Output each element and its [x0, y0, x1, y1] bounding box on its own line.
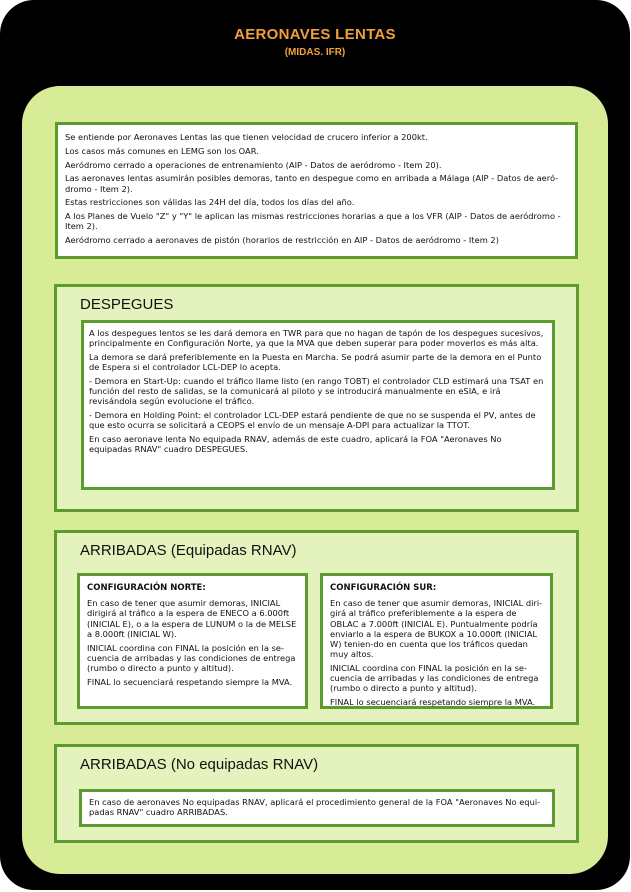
page-subtitle: (MIDAS. IFR)	[284, 47, 346, 58]
config-norte-paragraph: En caso de tener que asumir demoras, INICIAL dirigirá al tráfico a la espera de ENECO a 6.000ft (INICIAL E), o a la espera de LUNUM o la de MELSE a 8.000ft (INICIAL W).	[87, 598, 297, 639]
despegues-paragraph: A los despegues lentos se les dará demora en TWR para que no hagan de tapón de los despegues sucesivos, principalmente en Configuración Norte, ya que la MVA que deben superar para poder moverlos es más alta.	[89, 328, 544, 349]
config-sur-paragraph: INICIAL coordina con FINAL la posición en la se-cuencia de arribadas y las condiciones de entrega (rumbo o directo a punto y altitud).	[330, 663, 539, 694]
despegues-paragraph: La demora se dará preferiblemente en la Puesta en Marcha. Se podrá asumir parte de la demora en el Punto de Espera si el controlador LCL-DEP lo acepta.	[89, 352, 542, 373]
arribadas-no-rnav-title: ARRIBADAS (No equipadas RNAV)	[80, 756, 319, 773]
config-sur-heading: CONFIGURACIÓN SUR:	[330, 583, 437, 593]
config-norte-box	[77, 573, 308, 709]
despegues-paragraph: En caso aeronave lenta No equipada RNAV, además de este cuadro, aplicará la FOA "Aeronaves No equipadas RNAV" cuadro DESPEGUES.	[89, 434, 502, 455]
intro-paragraph: A los Planes de Vuelo "Z" y "Y" le aplican las mismas restricciones horarias a que a los VFR (AIP - Datos de aeródromo - Item 2).	[65, 211, 561, 232]
arribadas-rnav-section	[54, 530, 579, 725]
intro-paragraph: Las aeronaves lentas asumirán posibles demoras, tanto en despegue como en arribada a Málaga (AIP - Datos de aeró-dromo - Item 2).	[65, 173, 559, 194]
despegues-box	[81, 320, 555, 490]
config-sur-box	[320, 573, 553, 709]
despegues-title: DESPEGUES	[80, 296, 174, 313]
intro-box	[55, 122, 578, 259]
arribadas-no-rnav-box	[79, 789, 555, 827]
arribadas-no-rnav-section	[54, 744, 579, 843]
arribadas-rnav-title: ARRIBADAS (Equipadas RNAV)	[80, 542, 297, 559]
intro-paragraph: Los casos más comunes en LEMG son los OAR.	[65, 145, 259, 156]
arribadas-no-rnav-paragraph: En caso de aeronaves No equipadas RNAV, aplicará el procedimiento general de la FOA "Aeronaves No equi-padas RNAV" cuadro ARRIBADAS.	[89, 797, 541, 818]
config-sur-paragraph: FINAL lo secuenciará respetando siempre la MVA.	[330, 697, 536, 708]
intro-paragraph: Aeródromo cerrado a operaciones de entrenamiento (AIP - Datos de aeródromo - Item 20).	[65, 159, 442, 170]
intro-paragraph: Estas restricciones son válidas las 24H del día, todos los días del año.	[65, 197, 355, 208]
config-norte-heading: CONFIGURACIÓN NORTE:	[87, 583, 206, 593]
despegues-paragraph: - Demora en Start-Up: cuando el tráfico llame listo (en rango TOBT) el controlador CLD estimará una TSAT en función del resto de salidas, se la comunicará al piloto y se introducirá manualmente en eSIA, e irá revisándola según evolucione el tráfico.	[89, 376, 544, 407]
intro-paragraph: Aeródromo cerrado a aeronaves de pistón (horarios de restricción en AIP - Datos de aeródromo - Item 2)	[65, 235, 499, 246]
intro-paragraph: Se entiende por Aeronaves Lentas las que tienen velocidad de crucero inferior a 200kt.	[65, 132, 428, 142]
despegues-section	[54, 284, 579, 512]
page-title: AERONAVES LENTAS	[234, 26, 396, 43]
config-norte-paragraph: INICIAL coordina con FINAL la posición en la se-cuencia de arribadas y las condiciones de entrega (rumbo o directo a punto y altitud).	[87, 642, 296, 674]
config-sur-paragraph: En caso de tener que asumir demoras, INICIAL diri-girá al tráfico preferiblemente a la espera de OBLAC a 7.000ft (INICIAL E). Puntualmente podría enviarlo a la espera de BUKOX a 10.000ft (INICIAL W) tenien-do en cuenta que los tráficos quedan muy altos.	[330, 598, 543, 660]
config-norte-paragraph: FINAL lo secuenciará respetando siempre la MVA.	[87, 676, 293, 687]
despegues-paragraph: - Demora en Holding Point: el controlador LCL-DEP estará pendiente de que no se suspenda el PV, antes de que esto ocurra se solicitará a CEOPS el envío de un mensaje A-DPI para actualizar la TTOT.	[89, 410, 536, 431]
